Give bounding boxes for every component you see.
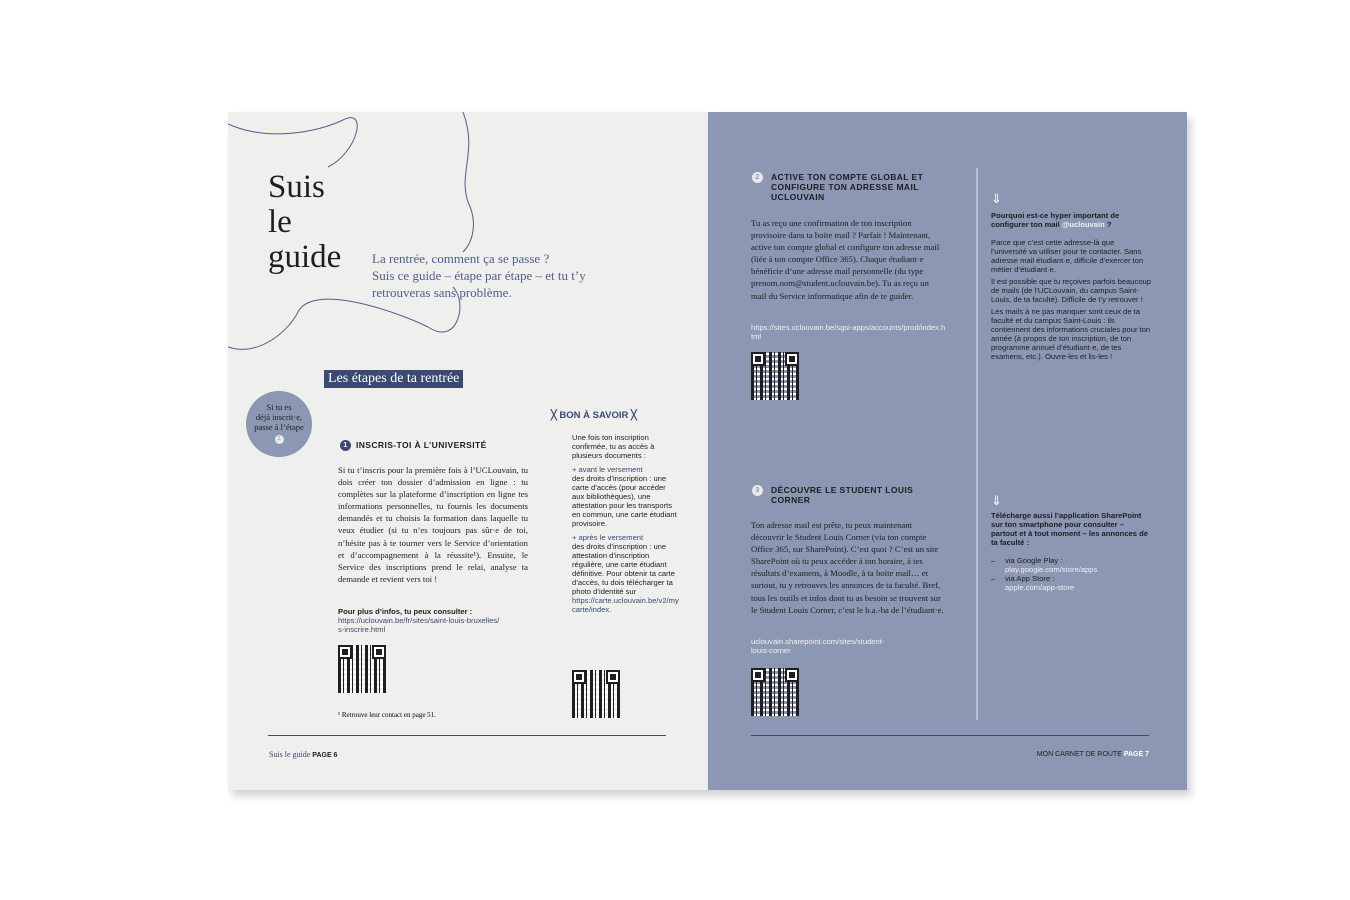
section-title: Les étapes de ta rentrée xyxy=(324,370,463,388)
app-box xyxy=(991,493,1151,592)
arrow-down-icon: ⇓ xyxy=(991,191,1002,206)
title-line: le xyxy=(268,204,292,240)
page-number: PAGE 6 xyxy=(312,752,338,759)
intro-line: La rentrée, comment ça se passe ? xyxy=(372,251,550,266)
tool-icon: ╳ xyxy=(551,410,557,421)
why-question: Pourquoi est-ce hyper important de configurer ton mail xyxy=(991,211,1120,229)
step3-body: Ton adresse mail est prête, tu peux maintenant découvrir le Student Louis Corner (via ton compte Office 365, sur SharePoint). C’est quoi ? C’est un site SharePoint où tu peux accéder à ton horaire, à tes résultats d’examens, à Moodle, à ta boite mail… et surtout, tu y retrouves les annonces de ta faculté. Bref, tous les outils et infos dont tu as besoin se trouvent sur le Student Louis Corner, c’est le b.a.-ba de l’étudiant·e. xyxy=(751,520,944,615)
google-play-link[interactable]: play.google.com/store/apps xyxy=(1005,565,1098,574)
app-store-link[interactable]: apple.com/app-store xyxy=(1005,583,1075,592)
before-label: + avant le versement xyxy=(572,465,643,474)
why-paragraph: Les mails à ne pas manquer sont ceux de ta faculté et du campus Saint-Louis : ils contiennent des informations cruciales pour ton année (à propos de ton inscription, de ton programme annuel d’étudiant·e, de tes examens, etc.). Ouvre-les et lis-les ! xyxy=(991,307,1151,361)
before-text: des droits d’inscription : une carte d’accès (pour accéder aux bibliothèques), une attestation pour les transports en commun, une carte étudiant provisoire. xyxy=(572,474,677,528)
app-item-label: via Google Play : xyxy=(1005,556,1063,565)
qr-code xyxy=(338,645,386,693)
skip-note-line: passe à l’étape xyxy=(254,422,304,432)
footer-rule xyxy=(268,735,666,736)
left-footer xyxy=(269,750,337,759)
footer-rule xyxy=(751,735,1149,736)
app-item-label: via App Store : xyxy=(1005,574,1055,583)
good-to-know-intro: Une fois ton inscription confirmée, tu as accès à plusieurs documents : xyxy=(572,433,655,460)
app-text: Télécharge aussi l’application SharePoint sur ton smartphone pour consulter – partout et à tout moment – les annonces de ta faculté : xyxy=(991,511,1148,547)
step1-more xyxy=(338,607,528,634)
step2-heading xyxy=(752,172,942,202)
step-heading-text: DÉCOUVRE LE STUDENT LOUIS CORNER xyxy=(771,485,914,505)
footnote: ¹ Retrouve leur contact en page 51. xyxy=(338,711,436,719)
step3-heading xyxy=(752,485,942,505)
good-to-know-heading xyxy=(551,410,637,421)
intro-line: Suis ce guide – étape par étape – et tu t’y xyxy=(372,268,586,283)
why-question-end: ? xyxy=(1104,220,1112,229)
left-page xyxy=(228,112,708,790)
skip-note-line: déjà inscrit·e, xyxy=(255,412,303,422)
step-heading-text: ACTIVE TON COMPTE GLOBAL ET CONFIGURE TON ADRESSE MAIL UCLOUVAIN xyxy=(771,172,924,202)
step-number-badge: 2 xyxy=(275,435,284,444)
tool-icon: ╳ xyxy=(630,410,637,421)
dash: – xyxy=(991,556,996,565)
qr-code xyxy=(751,352,799,400)
step-number-badge: 3 xyxy=(752,485,763,496)
footer-title: MON CARNET DE ROUTE xyxy=(1036,751,1122,758)
app-item xyxy=(991,574,1151,592)
right-page xyxy=(708,112,1187,790)
dash: – xyxy=(991,574,996,583)
after-label: + après le versement xyxy=(572,533,644,542)
column-divider xyxy=(976,168,978,720)
decorative-curve xyxy=(228,112,488,352)
arrow-down-icon: ⇓ xyxy=(991,493,1002,508)
skip-note-badge xyxy=(246,391,312,457)
footer-title: Suis le guide xyxy=(269,750,311,759)
qr-code xyxy=(751,668,799,716)
sharepoint-link[interactable]: uclouvain.sharepoint.com/sites/student-louis-corner xyxy=(751,637,885,655)
right-footer xyxy=(1037,751,1149,758)
step-number-badge: 2 xyxy=(752,172,763,183)
why-highlight: @uclouvain xyxy=(1061,220,1105,229)
inscription-link[interactable]: https://uclouvain.be/fr/sites/saint-louis-bruxelles/s-inscrire.html xyxy=(338,616,500,634)
page-number: PAGE 7 xyxy=(1123,751,1149,758)
why-paragraph: Parce que c’est cette adresse-là que l’université va utiliser pour te contacter. Sans adresse mail étudiant·e, difficile d’exercer ton métier d’étudiant·e. xyxy=(991,238,1144,274)
title-line: Suis xyxy=(268,169,325,205)
accounts-link[interactable]: https://sites.uclouvain.be/sgsi-apps/accounts/prod/index.html xyxy=(751,323,946,341)
good-to-know-body xyxy=(572,433,680,614)
step2-body: Tu as reçu une confirmation de ton inscription provisoire dans ta boite mail ? Parfait ! Maintenant, active ton compte global et configure ton adresse mail (liée à ton compte Office 365). Chaque étudiant·e bénéficie d’une adresse mail personnelle (du type prenom.nom@student.uclouvain.be). Tu as reçu un mail du Service informatique afin de te guider. xyxy=(751,218,940,301)
step-heading-text: INSCRIS-TOI À L’UNIVERSITÉ xyxy=(356,440,487,450)
why-box xyxy=(991,191,1151,361)
qr-code xyxy=(572,670,620,718)
title-line: guide xyxy=(268,239,342,275)
step-number-badge: 1 xyxy=(340,440,351,451)
intro-text xyxy=(372,250,586,301)
step1-body: Si tu t’inscris pour la première fois à l’UCLouvain, tu dois créer ton dossier d’admission en ligne : tu complètes sur la plateforme d’inscription en ligne tes informations personnelles, tu fournis les documents demandés et tu choisis la formation dans laquelle tu veux étudier (si tu n’es toujours pas sûr·e de toi, n’hésite pas à te tourner vers le Service d’orientation et d’accompagnement à la réussite¹). Ensuite, le Service des inscriptions prend le relai, analyse ta demande et revient vers toi ! xyxy=(338,465,528,584)
step1-heading xyxy=(340,440,487,451)
skip-note-line: Si tu es xyxy=(266,402,292,412)
app-item xyxy=(991,556,1151,574)
good-to-know-title: BON À SAVOIR xyxy=(559,410,629,421)
more-label: Pour plus d’infos, tu peux consulter : xyxy=(338,607,473,616)
carte-link[interactable]: https://carte.uclouvain.be/v2/mycarte/index. xyxy=(572,596,679,614)
after-text: des droits d’inscription : une attestation d’inscription régulière, une carte étudiant définitive. Pour obtenir ta carte d’accès, tu dois télécharger ta photo d’identité sur xyxy=(572,542,675,596)
intro-line: retrouveras sans problème. xyxy=(372,285,512,300)
why-paragraph: Il est possible que tu reçoives parfois beaucoup de mails (de l’UCLouvain, du campus Saint-Louis, de ta faculté). Difficile de t’y retrouver ! xyxy=(991,277,1151,304)
